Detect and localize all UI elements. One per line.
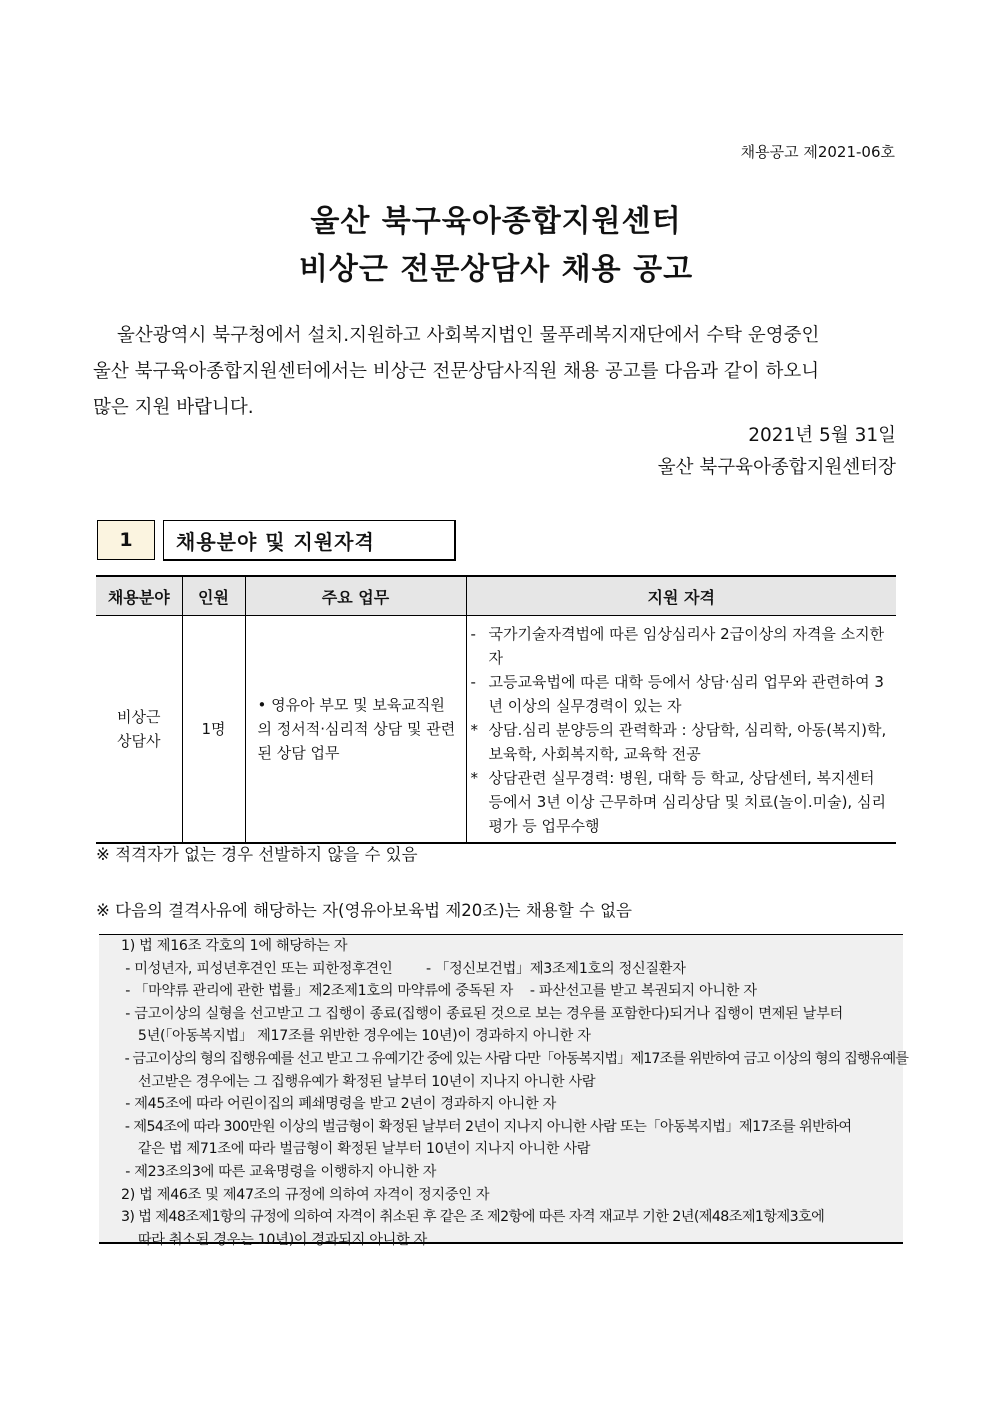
header-duty: 주요 업무 [245,576,466,616]
qualification-item [471,670,893,718]
qualification-text: 상담.심리 분양등의 관력학과 : 상담학, 심리학, 아동(복지)학, 보육학, 사회복지학, 교육학 전공 [488,721,887,763]
table-row [96,616,896,844]
intro-line-1: 울산광역시 북구청에서 설치.지원하고 사회복지법인 물푸레복지재단에서 수탁 운영중인 [117,325,820,346]
cell-qualifications [466,616,896,844]
disq-line: - 제23조의3에 따른 교육명령을 이행하지 아니한 자 [121,1163,437,1180]
disq-line: 3) 법 제48조제1항의 규정에 의하여 자격이 취소된 후 같은 조 제2항에 따른 자격 재교부 기한 2년(제48조제1항제3호에 [121,1209,825,1226]
intro-line-3: 많은 지원 바랍니다. [93,397,254,418]
disq-line: 따라 취소된 경우는 10년)이 경과되지 아니한 자 [121,1231,428,1248]
disq-line: 2) 법 제46조 및 제47조의 규정에 의하여 자격이 정지중인 자 [121,1186,490,1203]
intro-line-2: 울산 북구육아종합지원센터에서는 비상근 전문상담사직원 채용 공고를 다음과 같이 하오니 [93,361,820,382]
issuer: 울산 북구육아종합지원센터장 [657,457,896,478]
disq-line: - 제45조에 따라 어린이집의 폐쇄명령을 받고 2년이 경과하지 아니한 자 [121,1096,557,1113]
intro-paragraph [93,318,898,426]
disq-line: 1) 법 제16조 각호의 1에 해당하는 자 [121,938,348,954]
title-line-1: 울산 북구육아종합지원센터 [310,204,682,239]
disq-line: - 금고이상의 실형을 선고받고 그 집행이 종료(집행이 종료된 것으로 보는 경우를 포함한다)되거나 집행이 면제된 날부터 [121,1005,843,1022]
cell-count: 1명 [182,616,245,844]
header-qualification: 지원 자격 [466,576,896,616]
qualification-item [471,622,893,670]
header-field: 채용분야 [96,576,182,616]
table-header-row [96,576,896,616]
disq-line: 5년(「아동복지법」 제17조를 위반한 경우에는 10년)이 경과하지 아니한 자 [121,1028,591,1045]
qualification-text: 상담관련 실무경력: 병원, 대학 등 학교, 상담센터, 복지센터 등에서 3년 이상 근무하며 심리상담 및 치료(놀이.미술), 심리평가 등 업무수행 [488,769,886,835]
note-no-qualified: ※ 적격자가 없는 경우 선발하지 않을 수 있음 [96,845,418,864]
notice-date: 2021년 5월 31일 [748,425,896,446]
qualification-mark: - [470,673,476,691]
notice-number: 채용공고 제2021-06호 [740,143,895,161]
qualification-text: 고등교육법에 따른 대학 등에서 상담·심리 업무와 관련하여 3년 이상의 실무경력이 있는 자 [488,673,884,715]
cell-duty: • 영유아 부모 및 보육교직원의 정서적·심리적 상담 및 관련된 상담 업무 [245,616,466,844]
qualification-mark: - [470,625,476,643]
qualification-mark: * [470,769,478,787]
section-title: 채용분야 및 지원자격 [163,520,456,561]
disq-line: - 미성년자, 피성년후견인 또는 피한정후견인 - 「정신보건법」제3조제1호의 정신질환자 [121,960,686,977]
title-line-2: 비상근 전문상담사 채용 공고 [298,252,694,287]
page-title [0,198,992,294]
disq-line: - 「마약류 관리에 관한 법률」제2조제1호의 마약류에 중독된 자 - 파산선고를 받고 복권되지 아니한 자 [121,983,757,1000]
note-disqualification: ※ 다음의 결격사유에 해당하는 자(영유아보육법 제20조)는 채용할 수 없음 [96,901,632,920]
cell-field: 비상근 상담사 [96,616,182,844]
section-header [97,520,456,560]
disqualification-box [99,934,909,1248]
disq-line: 선고받은 경우에는 그 집행유예가 확정된 날부터 10년이 지나지 아니한 사람 [121,1073,596,1090]
header-count: 인원 [182,576,245,616]
section-number: 1 [97,520,155,560]
qualification-item [471,718,893,766]
qualification-text: 국가기술자격법에 따른 임상심리사 2급이상의 자격을 소지한 자 [488,625,885,667]
disq-line: - 제54조에 따라 300만원 이상의 벌금형이 확정된 날부터 2년이 지나지 아니한 사람 또는「아동복지법」제17조를 위반하여 [121,1118,852,1135]
date-block [658,420,896,484]
qualification-item [471,766,893,838]
disq-line: - 금고이상의 형의 집행유예를 선고 받고 그 유예기간 중에 있는 사람 다만「아동복지법」제17조를 위반하여 금고 이상의 형의 집행유예를 [121,1050,909,1067]
qualification-mark: * [470,721,478,739]
disq-line: 같은 법 제71조에 따라 벌금형이 확정된 날부터 10년이 지나지 아니한 사람 [121,1141,591,1158]
recruitment-table [96,575,896,844]
